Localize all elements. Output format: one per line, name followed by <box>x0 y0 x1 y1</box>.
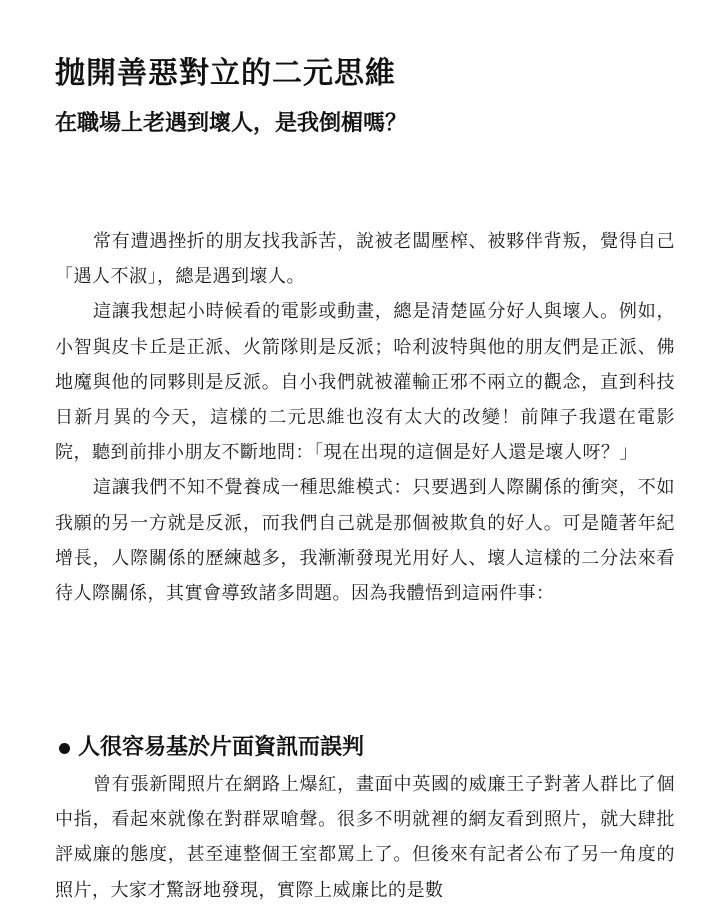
bullet-icon <box>59 743 70 754</box>
paragraph: 常有遭遇挫折的朋友找我訴苦，說被老闆壓榨、被夥伴背叛，覺得自己「遇人不淑」，總是遇到壞人。 <box>55 231 675 288</box>
body-text <box>55 224 675 611</box>
section-heading <box>55 732 364 764</box>
section-heading-text: 人很容易基於片面資訊而誤判 <box>78 735 365 760</box>
chapter-title: 抛開善惡對立的二元思維 <box>55 56 396 91</box>
section-body-text <box>55 767 675 908</box>
paragraph: 曾有張新聞照片在網路上爆紅，畫面中英國的威廉王子對著人群比了個中指，看起來就像在對群眾嗆聲。很多不明就裡的網友看到照片，就大肆批評威廉的態度，甚至連整個王室都罵上了。但後來有記者公布了另一角度的照片，大家才驚訝地發現，實際上威廉比的是數 <box>55 774 675 901</box>
paragraph: 這讓我想起小時候看的電影或動畫，總是清楚區分好人與壞人。例如，小智與皮卡丘是正派、火箭隊則是反派；哈利波特與他的朋友們是正派、佛地魔與他的同夥則是反派。自小我們就被灌輸正邪不兩立的觀念，直到科技日新月異的今天，這樣的二元思維也沒有太大的改變！前陣子我還在電影院，聽到前排小朋友不斷地問：「現在出現的這個是好人還是壞人呀？」 <box>55 301 675 464</box>
chapter-subtitle: 在職場上老遇到壞人，是我倒楣嗎？ <box>55 111 408 136</box>
paragraph: 這讓我們不知不覺養成一種思維模式：只要遇到人際關係的衝突，不如我願的另一方就是反派，而我們自己就是那個被欺負的好人。可是隨著年紀增長，人際關係的歷練越多，我漸漸發現光用好人、壞人這樣的二分法來看待人際關係，其實會導致諸多問題。因為我體悟到這兩件事： <box>55 477 675 605</box>
